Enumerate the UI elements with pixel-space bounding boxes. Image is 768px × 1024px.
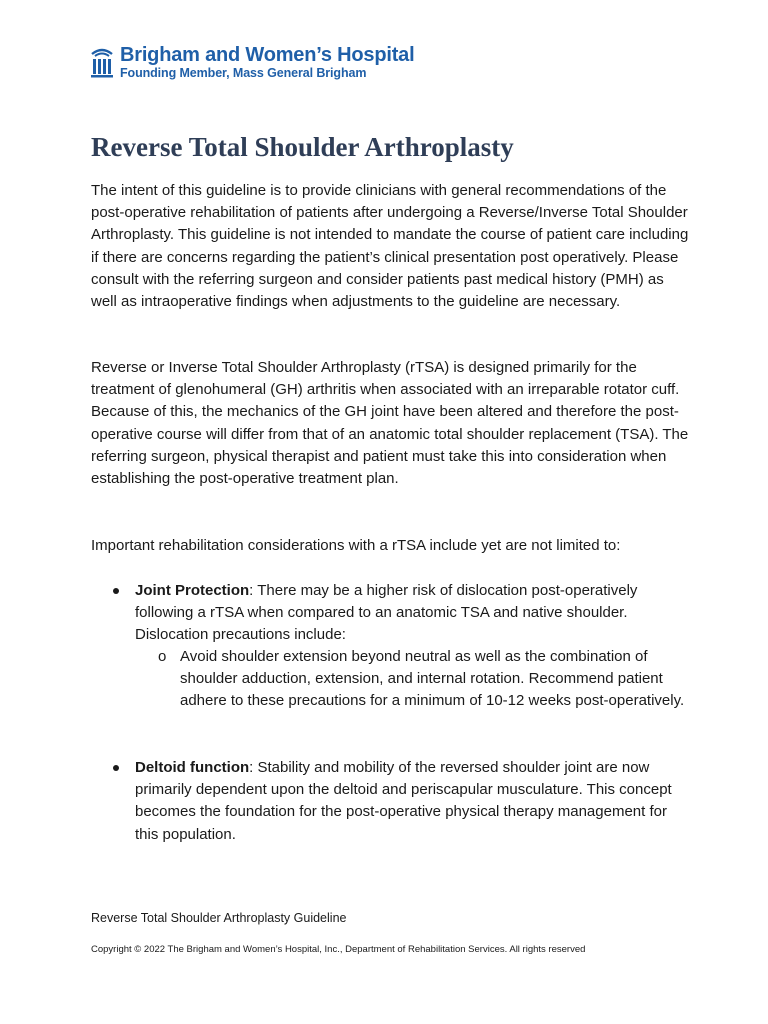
hospital-logo: [90, 44, 414, 86]
hospital-name: Brigham and Women’s Hospital: [120, 44, 415, 66]
bullet-deltoid-function: [135, 757, 690, 846]
footer-title: Reverse Total Shoulder Arthroplasty Guideline: [91, 911, 347, 925]
considerations-intro-paragraph: Important rehabilitation considerations with a rTSA include yet are not limited to:: [91, 537, 621, 554]
bullet-dot-icon: [113, 588, 119, 594]
bullet-text: : There may be a higher risk of dislocation post-operatively following a rTSA when compared to an anatomic TSA and native shoulder. Dislocation precautions include:: [135, 582, 638, 644]
sub-bullet-text: Avoid shoulder extension beyond neutral as well as the combination of shoulder adduction, extension, and internal rotation. Recommend patient adhere to these precautions for a minimum of 10-12 weeks post-operatively.: [180, 648, 685, 710]
hospital-subtitle: Founding Member, Mass General Brigham: [120, 66, 367, 80]
document-title: Reverse Total Shoulder Arthroplasty: [91, 132, 514, 162]
intro-paragraph: The intent of this guideline is to provide clinicians with general recommendations of the post-operative rehabilitation of patients after undergoing a Reverse/Inverse Total Shoulder Arthroplasty. This guideline is not intended to mandate the course of patient care including if there are concerns regarding the patient’s clinical presentation post operatively. Please consult with the referring surgeon and consider patients past medical history (PMH) as well as intraoperative findings when adjustments to the guideline are necessary.: [91, 182, 689, 311]
copyright-notice: Copyright © 2022 The Brigham and Women’s Hospital, Inc., Department of Rehabilitation Services. All rights reserved: [91, 944, 586, 955]
rtsa-description-paragraph: Reverse or Inverse Total Shoulder Arthroplasty (rTSA) is designed primarily for the treatment of glenohumeral (GH) arthritis when associated with an irreparable rotator cuff. Because of this, the mechanics of the GH joint have been altered and therefore the post-operative course will differ from that of an anatomic total shoulder replacement (TSA). The referring surgeon, physical therapist and patient must take this into consideration when establishing the post-operative treatment plan.: [91, 359, 689, 488]
bullet-joint-protection: [135, 580, 690, 647]
bullet-heading: Deltoid function: [135, 759, 250, 776]
bullet-heading: Joint Protection: [135, 582, 250, 599]
bullet-text: : Stability and mobility of the reversed shoulder joint are now primarily dependent upon the deltoid and periscapular musculature. This concept becomes the foundation for the post-operative physical therapy management for this population.: [135, 759, 672, 843]
hospital-building-icon: [90, 46, 114, 80]
sub-bullet-precautions: [158, 646, 690, 713]
circle-bullet-icon: o: [158, 648, 167, 665]
bullet-dot-icon: [113, 765, 119, 771]
